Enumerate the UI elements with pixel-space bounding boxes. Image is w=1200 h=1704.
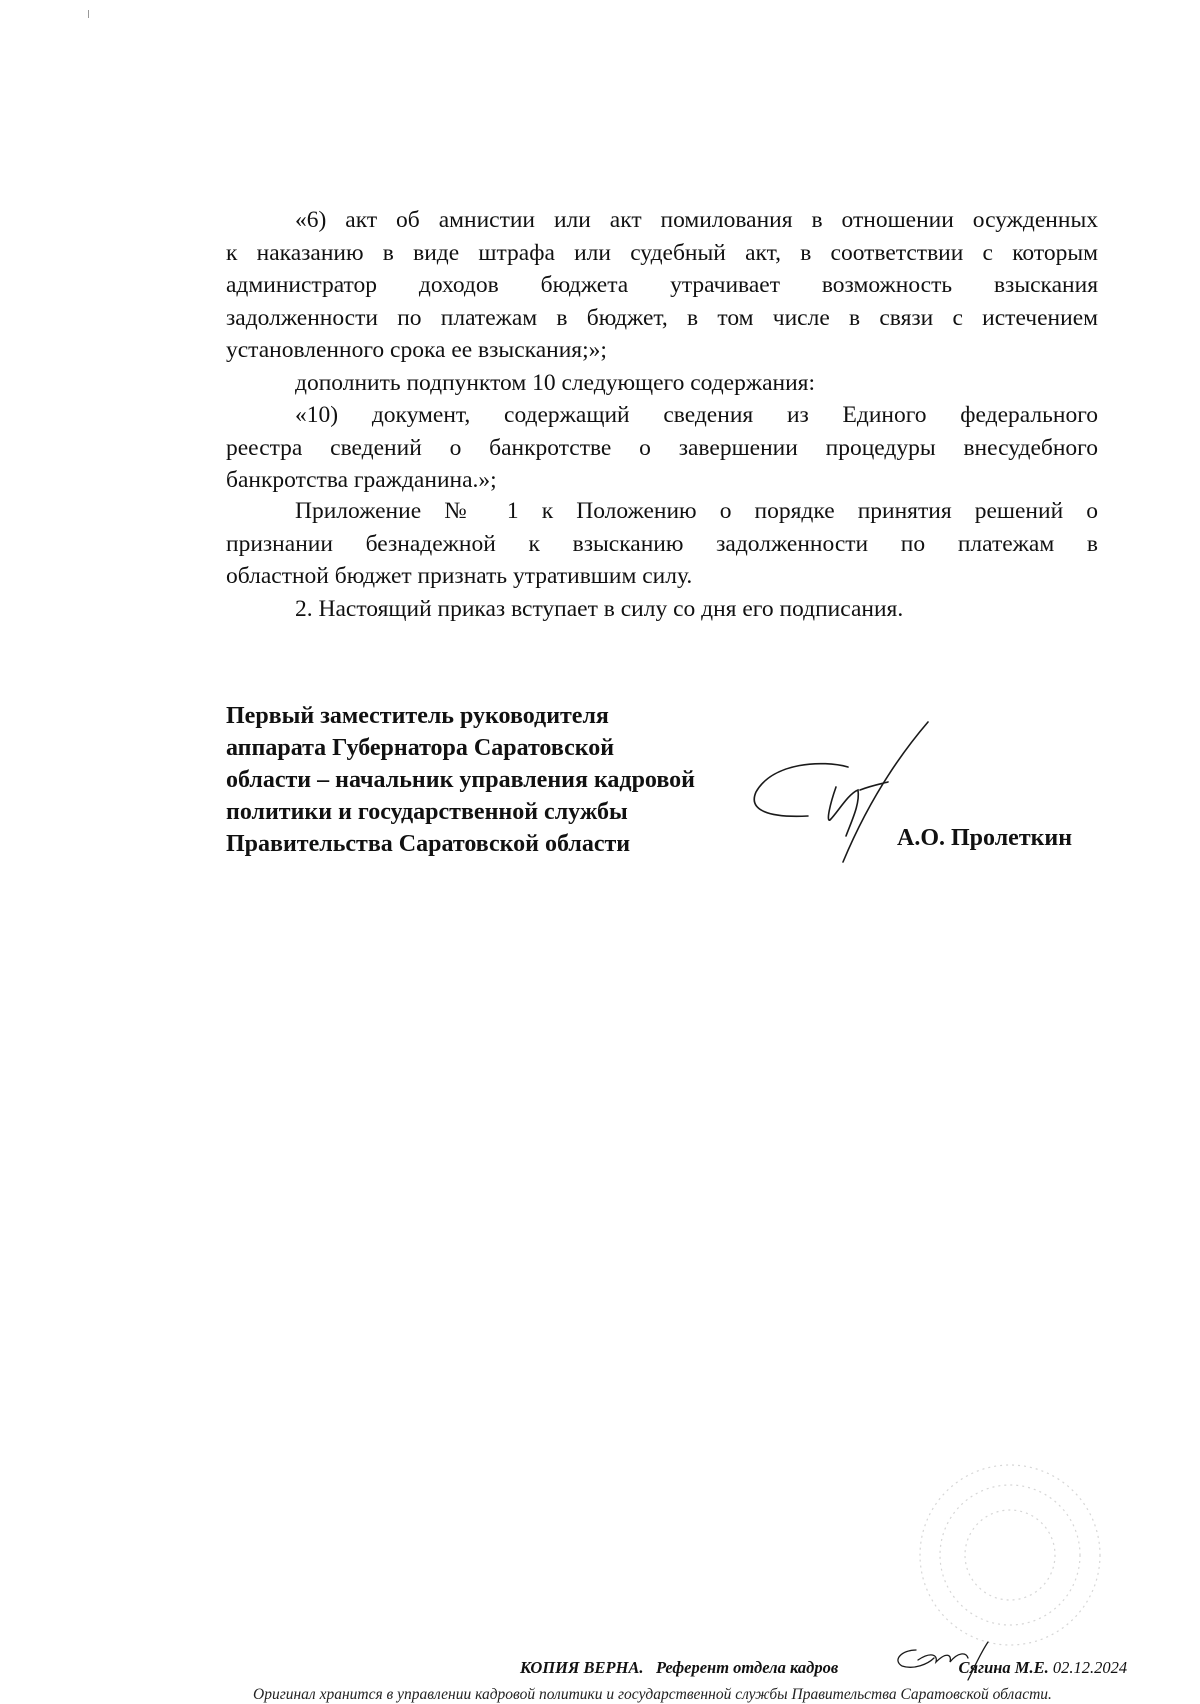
item-6-line: «6) акт об амнистии или акт помилования в отношении осужденных — [295, 207, 1098, 233]
position-line: Правительства Саратовской области — [226, 831, 631, 857]
scan-mark — [88, 10, 89, 18]
item-10-paragraph — [226, 399, 1098, 497]
item-6-line: к наказанию в виде штрафа или судебный акт, в соответствии с которым — [226, 239, 1098, 266]
item-6-line: администратор доходов бюджета утрачивает возможность взыскания — [226, 272, 1098, 298]
position-line: Первый заместитель руководителя — [226, 703, 609, 729]
faded-stamp-icon — [895, 1455, 1125, 1655]
item-6-paragraph — [226, 204, 1098, 367]
annex-line: областной бюджет признать утратившим силу. — [226, 563, 693, 589]
item-10-line: «10) документ, содержащий сведения из Единого федерального — [295, 402, 1098, 428]
position-line: области – начальник управления кадровой — [226, 767, 695, 793]
item-6-line: установленного срока ее взыскания;»; — [226, 337, 607, 363]
item-10-line: банкротства гражданина.»; — [226, 467, 497, 493]
certifier-name: Сягина М.Е. — [958, 1658, 1049, 1677]
signer-name: А.О. Пролеткин — [897, 825, 1073, 851]
signatory-position — [226, 700, 786, 860]
referent-label: Референт отдела кадров — [655, 1658, 839, 1677]
supplement-intro: дополнить подпунктом 10 следующего содержания: — [295, 370, 816, 396]
original-storage-note: Оригинал хранится в управлении кадровой политики и государственной службы Правительства Саратовской области. — [253, 1686, 1052, 1703]
annex-paragraph — [226, 495, 1098, 593]
annex-line: признании безнадежной к взысканию задолженности по платежам в — [226, 530, 1098, 557]
certifier-signature — [888, 1640, 998, 1682]
certified-copy-note — [520, 1658, 1127, 1678]
clause-2: 2. Настоящий приказ вступает в силу со дня его подписания. — [295, 596, 904, 622]
copy-certified-label: КОПИЯ ВЕРНА. — [520, 1658, 644, 1677]
annex-line: Приложение № 1 к Положению о порядке принятия решений о — [295, 498, 1098, 524]
position-line: аппарата Губернатора Саратовской — [226, 735, 615, 761]
position-line: политики и государственной службы — [226, 799, 628, 825]
item-10-line: реестра сведений о банкротстве о завершении процедуры внесудебного — [226, 434, 1098, 461]
certification-date: 02.12.2024 — [1052, 1658, 1128, 1677]
item-6-line: задолженности по платежам в бюджет, в том числе в связи с истечением — [226, 304, 1098, 331]
